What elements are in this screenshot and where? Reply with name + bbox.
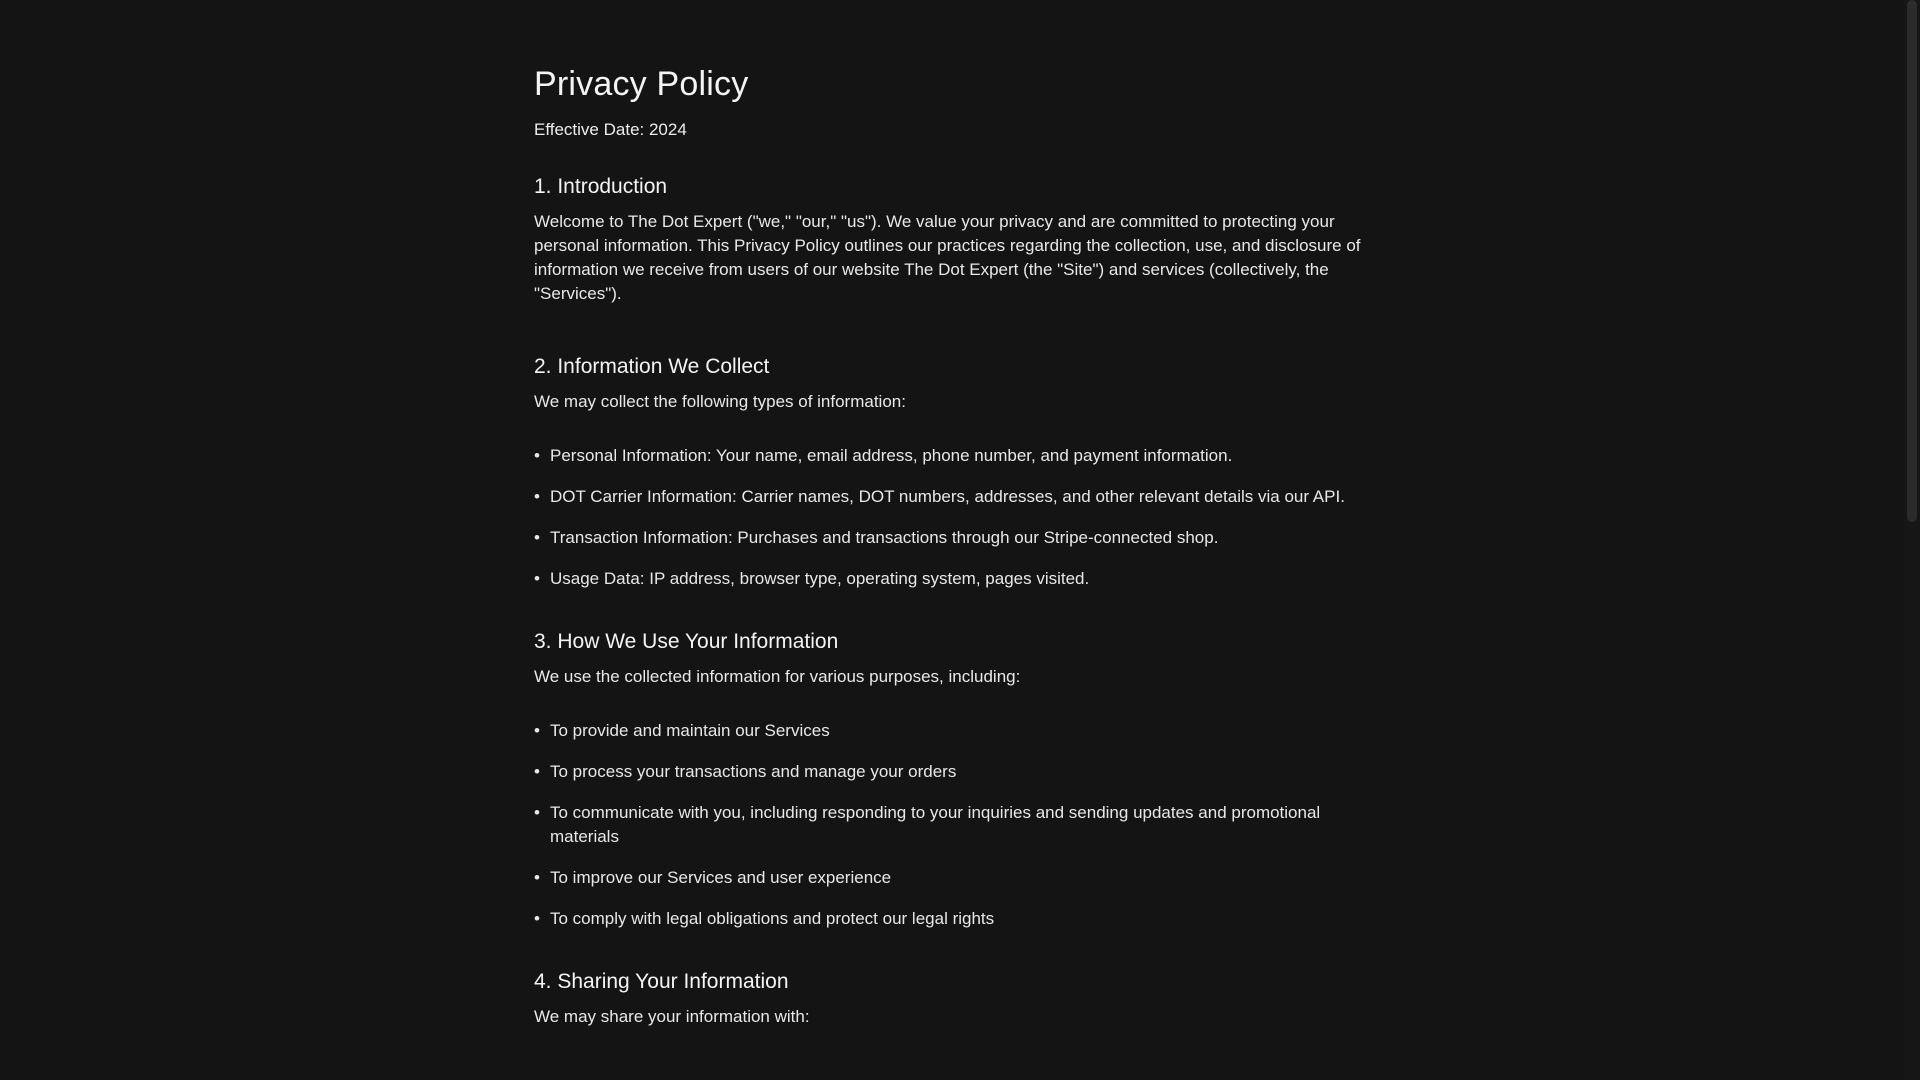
section-paragraph-how-we-use: We use the collected information for various purposes, including: [534,667,1021,686]
list-item [534,444,1366,468]
how-we-use-list [534,719,1366,931]
list-item [534,719,1366,743]
list-item-text: To improve our Services and user experience [550,868,892,887]
section-heading-how-we-use: 3. How We Use Your Information [534,630,839,653]
list-item [534,801,1366,849]
list-item-text: To comply with legal obligations and protect our legal rights [550,909,995,928]
bullet-icon: • [534,528,540,547]
list-item [534,760,1366,784]
scrollbar-thumb[interactable] [1907,0,1917,522]
page-title: Privacy Policy [534,65,749,103]
bullet-icon: • [534,487,540,506]
list-item-text: To provide and maintain our Services [550,721,830,740]
list-item [534,485,1366,509]
policy-content [534,60,1366,1029]
section-paragraph-information-we-collect: We may collect the following types of information: [534,392,906,411]
bullet-icon: • [534,803,540,822]
section-heading-introduction: 1. Introduction [534,175,668,198]
section-paragraph-sharing: We may share your information with: [534,1007,810,1026]
bullet-icon: • [534,446,540,465]
bullet-icon: • [534,569,540,588]
information-collected-list [534,444,1366,591]
list-item-text: DOT Carrier Information: Carrier names, DOT numbers, addresses, and other relevant details via our API. [550,487,1345,506]
list-item-text: Transaction Information: Purchases and transactions through our Stripe-connected shop. [550,528,1219,547]
section-paragraph-introduction: Welcome to The Dot Expert ("we," "our," "us"). We value your privacy and are committed to protecting your personal information. This Privacy Policy outlines our practices regarding the collection, use, and disclosure of information we receive from users of our website The Dot Expert (the "Site") and services (collectively, the "Services"). [534,212,1361,303]
list-item [534,907,1366,931]
section-heading-sharing: 4. Sharing Your Information [534,970,789,993]
list-item [534,526,1366,550]
list-item-text: To communicate with you, including responding to your inquiries and sending updates and promotional materials [550,803,1321,846]
list-item [534,567,1366,591]
list-item [534,866,1366,890]
list-item-text: Personal Information: Your name, email address, phone number, and payment information. [550,446,1233,465]
bullet-icon: • [534,762,540,781]
effective-date: Effective Date: 2024 [534,120,687,139]
list-item-text: To process your transactions and manage your orders [550,762,957,781]
section-heading-information-we-collect: 2. Information We Collect [534,355,770,378]
bullet-icon: • [534,909,540,928]
bullet-icon: • [534,868,540,887]
scrollbar[interactable] [1904,0,1920,1080]
list-item-text: Usage Data: IP address, browser type, operating system, pages visited. [550,569,1090,588]
bullet-icon: • [534,721,540,740]
